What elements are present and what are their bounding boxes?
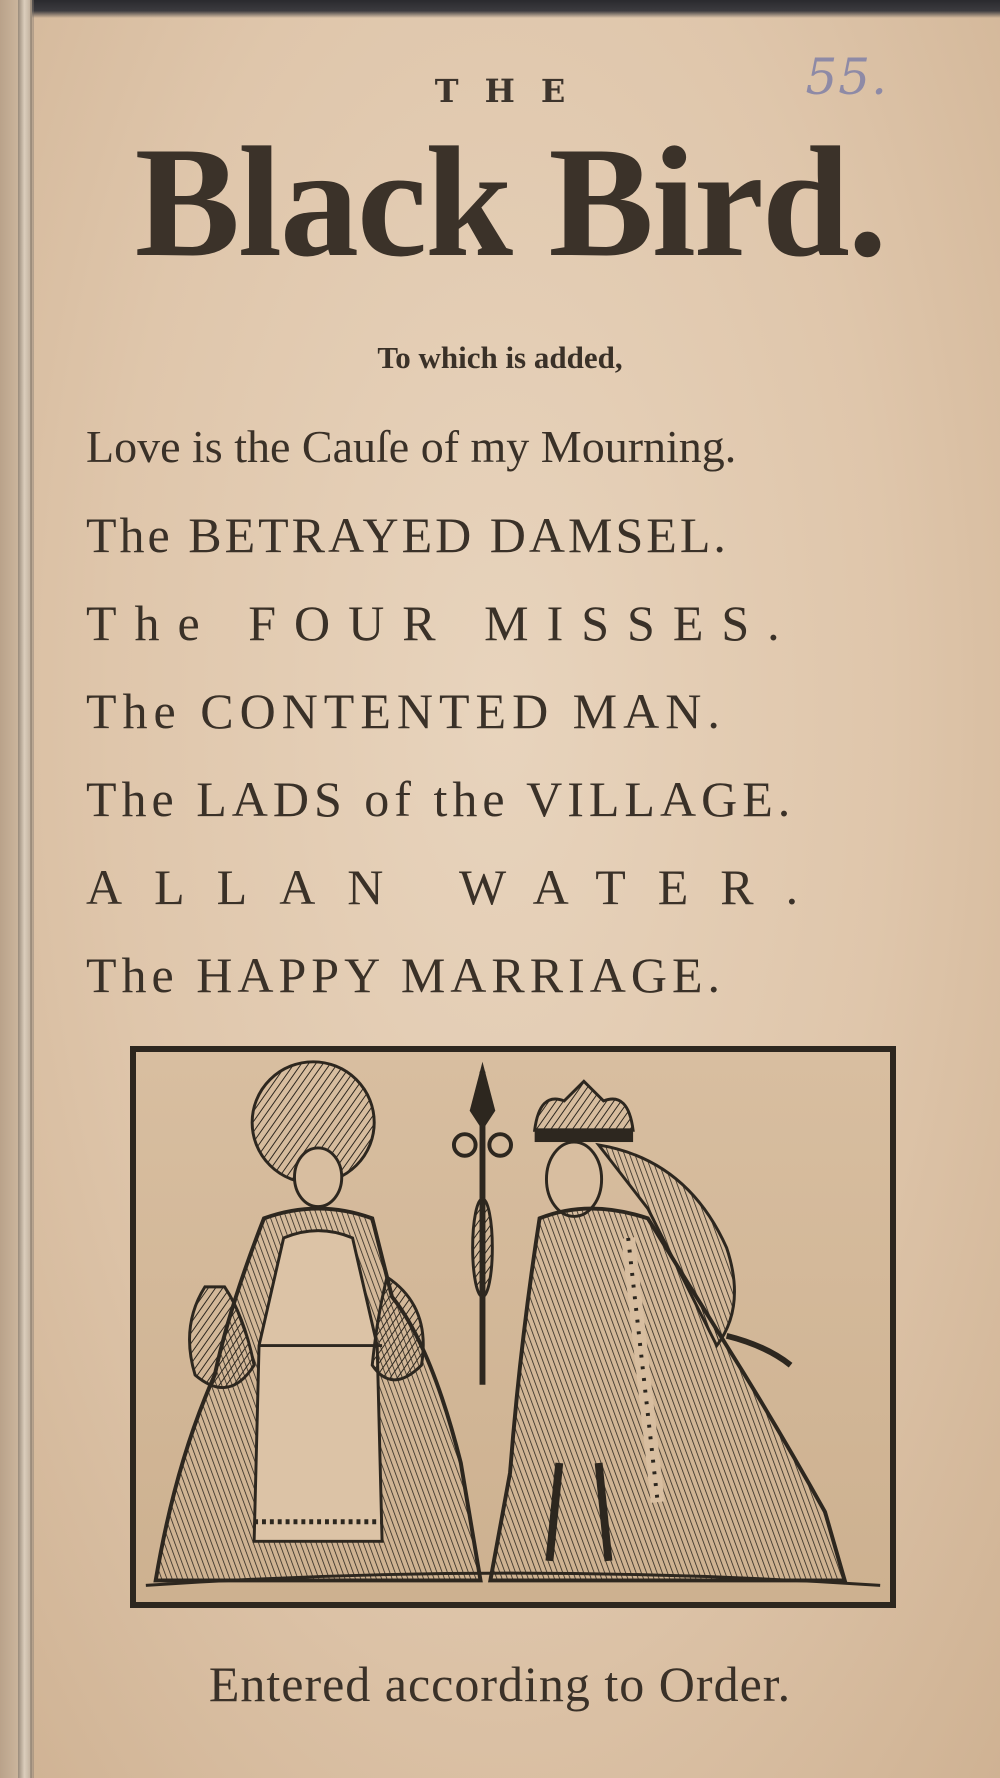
contents-item: The BETRAYED DAMSEL. bbox=[86, 507, 729, 563]
contents-item: The CONTENTED MAN. bbox=[86, 683, 726, 739]
contents-item: Love is the Cauſe of my Mourning. bbox=[86, 421, 737, 472]
contents-item: The LADS of the VILLAGE. bbox=[86, 771, 796, 827]
imprint: Entered according to Order. bbox=[208, 1656, 792, 1712]
subtitle: To which is added, bbox=[377, 340, 623, 375]
sceptre bbox=[454, 1062, 511, 1385]
woodcut-illustration bbox=[130, 1046, 896, 1608]
page-title: Black Bird. bbox=[134, 115, 886, 290]
contents-item: The FOUR MISSES. bbox=[86, 595, 798, 651]
pre-title: THE bbox=[434, 72, 592, 110]
scanner-edge bbox=[0, 0, 1000, 18]
contents-item: The HAPPY MARRIAGE. bbox=[86, 947, 725, 1003]
king-figure bbox=[490, 1081, 844, 1580]
contents-item: ALLAN WATER. bbox=[86, 859, 831, 915]
contents-list bbox=[86, 405, 926, 1021]
binding-edge bbox=[18, 0, 34, 1778]
queen-and-king-woodcut bbox=[136, 1052, 890, 1602]
page-number: 55. bbox=[805, 48, 888, 106]
queen-figure bbox=[156, 1062, 481, 1581]
